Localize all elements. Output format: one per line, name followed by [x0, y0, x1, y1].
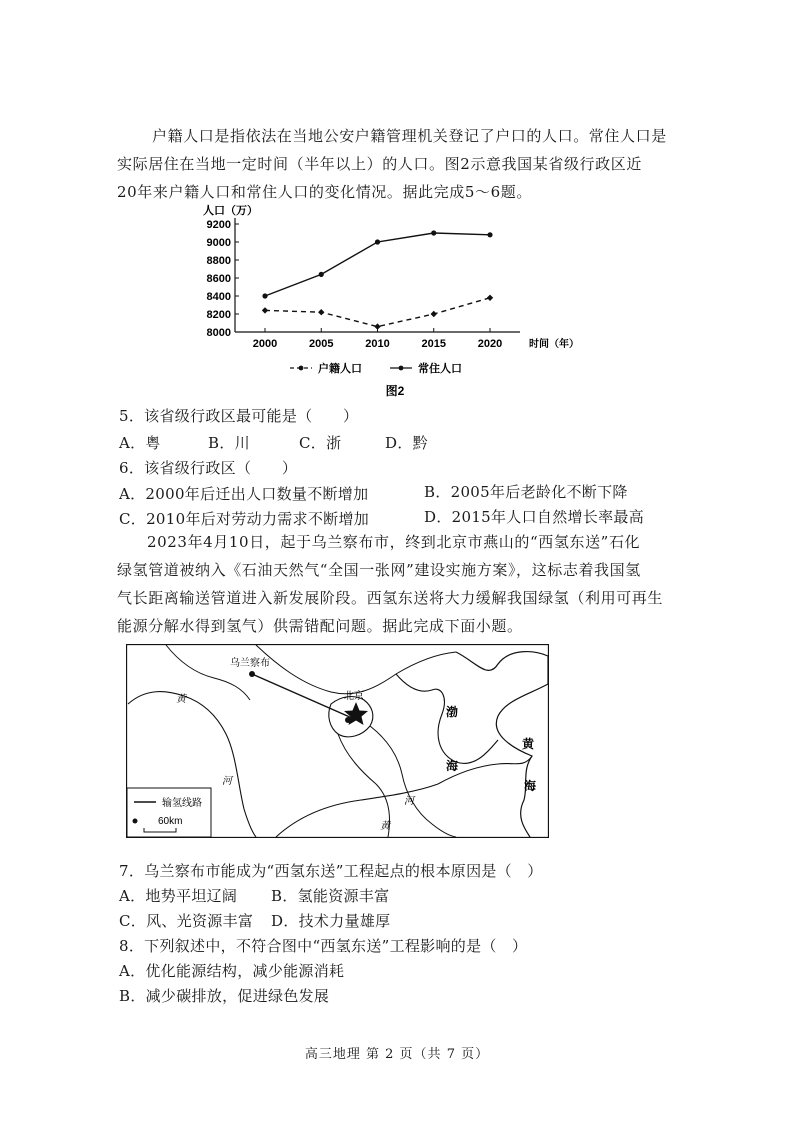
q7-option-d: D．技术力量雄厚	[271, 912, 391, 930]
figure-caption: 图2	[385, 384, 405, 398]
legend-pipeline-label: 输氢线路	[162, 798, 202, 809]
label-he-2: 河	[404, 796, 414, 807]
label-sea-huang: 黄	[522, 737, 535, 751]
series-2-point	[374, 323, 380, 329]
intro-paragraph-2	[117, 528, 663, 640]
legend-scale-label: 60km	[158, 816, 183, 827]
q8-option-a: A．优化能源结构，减少能源消耗	[119, 962, 345, 980]
label-hai-2: 海	[524, 779, 537, 793]
wulanchabu-dot	[249, 671, 255, 677]
map-legend-box	[127, 788, 211, 837]
series-1-point	[319, 272, 324, 277]
q6-option-a: A．2000年后迁出人口数量不断增加	[119, 485, 369, 503]
q6-option-b: B．2005年后老龄化不断下降	[424, 483, 628, 501]
y-tick-label: 8400	[206, 291, 231, 303]
series-1-point	[487, 232, 492, 237]
label-huang-2: 黄	[380, 821, 390, 832]
q7-stem: 7．乌兰察布市能成为“西氢东送”工程起点的根本原因是（ ）	[119, 862, 543, 880]
legend-marker-1	[299, 366, 304, 371]
y-tick-label: 9000	[206, 237, 231, 249]
q5-option-d: D．黔	[385, 434, 428, 452]
label-beijing: 北京	[344, 691, 364, 702]
x-axis-title: 时间（年）	[529, 339, 579, 350]
q7-option-b: B．氢能资源丰富	[271, 887, 390, 905]
y-tick-label: 9200	[206, 219, 231, 231]
series-2-point	[262, 307, 268, 313]
q5-option-c: C．浙	[299, 434, 342, 452]
y-tick-label: 8200	[206, 309, 231, 321]
intro2-line-4: 能源分解水得到氢气）供需错配问题。据此完成下面小题。	[117, 617, 523, 635]
page-footer: 高三地理 第 2 页（共 7 页）	[304, 1047, 490, 1062]
label-bo: 渤	[446, 705, 459, 719]
intro1-line-1: 户籍人口是指依法在当地公安户籍管理机关登记了户口的人口。常住人口是	[152, 127, 667, 145]
q8-stem: 8．下列叙述中，不符合图中“西氢东送”工程影响的是（ ）	[119, 937, 528, 955]
x-tick-label: 2005	[309, 338, 334, 350]
label-wulanchabu: 乌兰察布	[230, 658, 270, 669]
x-tick-label: 2015	[421, 338, 446, 350]
q6-option-c: C．2010年后对劳动力需求不断增加	[119, 510, 370, 528]
intro-paragraph-1	[117, 122, 667, 206]
y-tick-label: 8000	[206, 327, 231, 339]
series-2-point	[487, 295, 493, 301]
series-1-point	[262, 293, 267, 298]
legend-label-2: 常住人口	[418, 363, 462, 375]
label-huang-1: 黄	[176, 694, 186, 705]
q7-option-a: A．地势平坦辽阔	[119, 887, 238, 905]
intro1-line-2: 实际居住在当地一定时间（半年以上）的人口。图2示意我国某省级行政区近	[117, 155, 642, 173]
legend-point-symbol	[133, 819, 138, 824]
series-2-point	[318, 309, 324, 315]
legend-label-1: 户籍人口	[318, 363, 362, 375]
intro1-line-3: 20年来户籍人口和常住人口的变化情况。据此完成5～6题。	[117, 183, 532, 201]
q5-stem: 5．该省级行政区最可能是（ ）	[119, 407, 359, 425]
x-tick-label: 2020	[477, 338, 503, 350]
q6-option-d: D．2015年人口自然增长率最高	[424, 508, 645, 526]
y-axis-title: 人口（万）	[203, 205, 258, 217]
series-1-point	[375, 239, 380, 244]
hydrogen-pipeline-map	[126, 644, 549, 838]
series-line-2	[265, 298, 490, 327]
q8-option-b: B．减少碳排放，促进绿色发展	[119, 987, 330, 1005]
q7-option-c: C．风、光资源丰富	[119, 912, 254, 930]
legend-marker-2	[399, 366, 404, 371]
q5-option-a: A．粤	[119, 434, 161, 452]
intro2-line-1: 2023年4月10日，起于乌兰察布市，终到北京市燕山的“西氢东送”石化	[147, 533, 641, 551]
y-tick-label: 8800	[206, 255, 231, 267]
q6-stem: 6．该省级行政区（ ）	[119, 459, 298, 477]
intro2-line-3: 气长距离输送管道进入新发展阶段。西氢东送将大力缓解我国绿氢（利用可再生	[117, 589, 664, 607]
intro2-line-2: 绿氢管道被纳入《石油天然气“全国一张网”建设实施方案》，这标志着我国氢	[117, 561, 641, 579]
population-line-chart	[195, 196, 595, 401]
q5-option-b: B．川	[208, 434, 250, 452]
series-2-point	[431, 311, 437, 317]
x-tick-label: 2000	[252, 338, 278, 350]
label-he-1: 河	[222, 776, 232, 787]
label-hai-1: 海	[446, 759, 459, 773]
x-tick-label: 2010	[365, 338, 390, 350]
y-tick-label: 8600	[206, 273, 231, 285]
series-1-point	[431, 230, 436, 235]
